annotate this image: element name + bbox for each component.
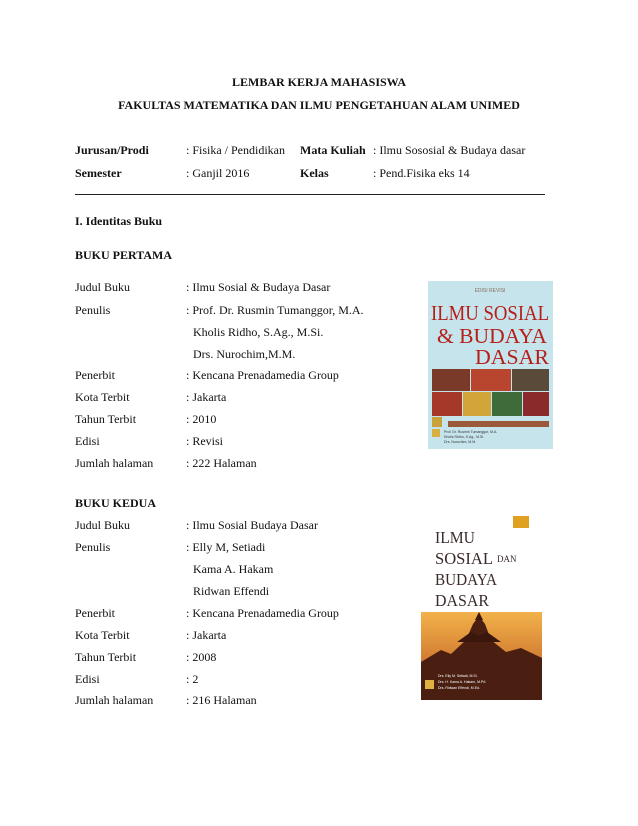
book1-cover-author-2: Kholis Ridho, S.Ag., M.Si. bbox=[444, 435, 485, 439]
book1-cover-title-2: & BUDAYA bbox=[437, 324, 548, 348]
book2-penulis-value-1: : Elly M, Setiadi bbox=[186, 540, 266, 554]
book2-cover-logo bbox=[425, 680, 434, 689]
book1-cover-edition: EDISI REVISI bbox=[474, 288, 506, 294]
divider bbox=[75, 194, 545, 195]
book1-judul-label: Judul Buku bbox=[75, 280, 131, 294]
page-title: LEMBAR KERJA MAHASISWA bbox=[231, 75, 407, 89]
book2-kota-value: : Jakarta bbox=[186, 628, 227, 642]
book2-penerbit-value: : Kencana Prenadamedia Group bbox=[186, 606, 339, 620]
book2-jumlah-value: : 216 Halaman bbox=[186, 693, 257, 707]
jurusan-value: : Fisika / Pendidikan bbox=[186, 143, 285, 157]
book2-cover-author-2: Drs. H. Kama A. Hakam, M.Pd. bbox=[438, 680, 487, 684]
faculty-line: FAKULTAS MATEMATIKA DAN ILMU PENGETAHUAN ALAM UNIMED bbox=[118, 98, 520, 112]
kelas-value: : Pend.Fisika eks 14 bbox=[373, 166, 470, 180]
book1-cover-author-1: Prof. Dr. Rusmin Tumanggor, M.A. bbox=[444, 430, 498, 434]
book1-penerbit-label: Penerbit bbox=[75, 368, 115, 382]
book1-penerbit-value: : Kencana Prenadamedia Group bbox=[186, 368, 339, 382]
book2-cover-image bbox=[421, 512, 542, 700]
book2-cover-title-3: BUDAYA bbox=[435, 570, 498, 589]
book2-penulis-label: Penulis bbox=[75, 540, 111, 554]
book1-cover-title-1: ILMU SOSIAL bbox=[431, 301, 549, 325]
book1-tahun-value: : 2010 bbox=[186, 412, 217, 426]
book1-edisi-label: Edisi bbox=[75, 434, 100, 448]
book2-edisi-value: : 2 bbox=[186, 672, 199, 686]
book2-penulis-value-2: Kama A. Hakam bbox=[193, 562, 274, 576]
book2-tahun-label: Tahun Terbit bbox=[75, 650, 137, 664]
book2-penulis-value-3: Ridwan Effendi bbox=[193, 584, 270, 598]
book1-jumlah-value: : 222 Halaman bbox=[186, 456, 257, 470]
matkul-value: : Ilmu Sososial & Budaya dasar bbox=[373, 143, 526, 157]
book2-cover-badge bbox=[513, 516, 529, 528]
book1-penulis-value-3: Drs. Nurochim,M.M. bbox=[193, 347, 296, 361]
book2-jumlah-label: Jumlah halaman bbox=[75, 693, 154, 707]
book2-edisi-label: Edisi bbox=[75, 672, 100, 686]
book1-tahun-label: Tahun Terbit bbox=[75, 412, 137, 426]
book1-penulis-value-1: : Prof. Dr. Rusmin Tumanggor, M.A. bbox=[186, 303, 364, 317]
book1-judul-value: : Ilmu Sosial & Budaya Dasar bbox=[186, 280, 331, 294]
book1-cover-logo bbox=[432, 429, 440, 437]
book2-cover-title-1: ILMU bbox=[435, 528, 475, 547]
book1-cover-title-3: DASAR bbox=[475, 345, 549, 369]
book1-cover-author-3: Drs. Nurochim, M.M. bbox=[444, 440, 477, 444]
book2-judul-value: : Ilmu Sosial Budaya Dasar bbox=[186, 518, 318, 532]
book2-cover-title-2b: DAN bbox=[497, 554, 517, 564]
book2-cover-author-3: Drs. Ridwan Effendi, M.Ed. bbox=[438, 686, 480, 690]
semester-value: : Ganjil 2016 bbox=[186, 166, 250, 180]
book2-kota-label: Kota Terbit bbox=[75, 628, 130, 642]
book1-edisi-value: : Revisi bbox=[186, 434, 224, 448]
book2-heading: BUKU KEDUA bbox=[75, 496, 157, 510]
semester-label: Semester bbox=[75, 166, 122, 180]
book1-heading: BUKU PERTAMA bbox=[75, 248, 173, 262]
book2-cover-title-4: DASAR bbox=[435, 591, 490, 610]
book2-cover-title-2a: SOSIAL bbox=[435, 549, 493, 568]
book1-penulis-label: Penulis bbox=[75, 303, 111, 317]
book1-kota-label: Kota Terbit bbox=[75, 390, 130, 404]
section-heading: I. Identitas Buku bbox=[75, 214, 163, 228]
book1-jumlah-label: Jumlah halaman bbox=[75, 456, 154, 470]
matkul-label: Mata Kuliah bbox=[300, 143, 366, 157]
book2-cover-author-1: Drs. Elly M. Setiadi, M.Si. bbox=[438, 674, 478, 678]
book1-penulis-value-2: Kholis Ridho, S.Ag., M.Si. bbox=[193, 325, 324, 339]
book2-tahun-value: : 2008 bbox=[186, 650, 217, 664]
book1-kota-value: : Jakarta bbox=[186, 390, 227, 404]
jurusan-label: Jurusan/Prodi bbox=[75, 143, 149, 157]
book1-cover-image bbox=[428, 281, 553, 449]
book2-penerbit-label: Penerbit bbox=[75, 606, 115, 620]
kelas-label: Kelas bbox=[300, 166, 329, 180]
book2-judul-label: Judul Buku bbox=[75, 518, 131, 532]
